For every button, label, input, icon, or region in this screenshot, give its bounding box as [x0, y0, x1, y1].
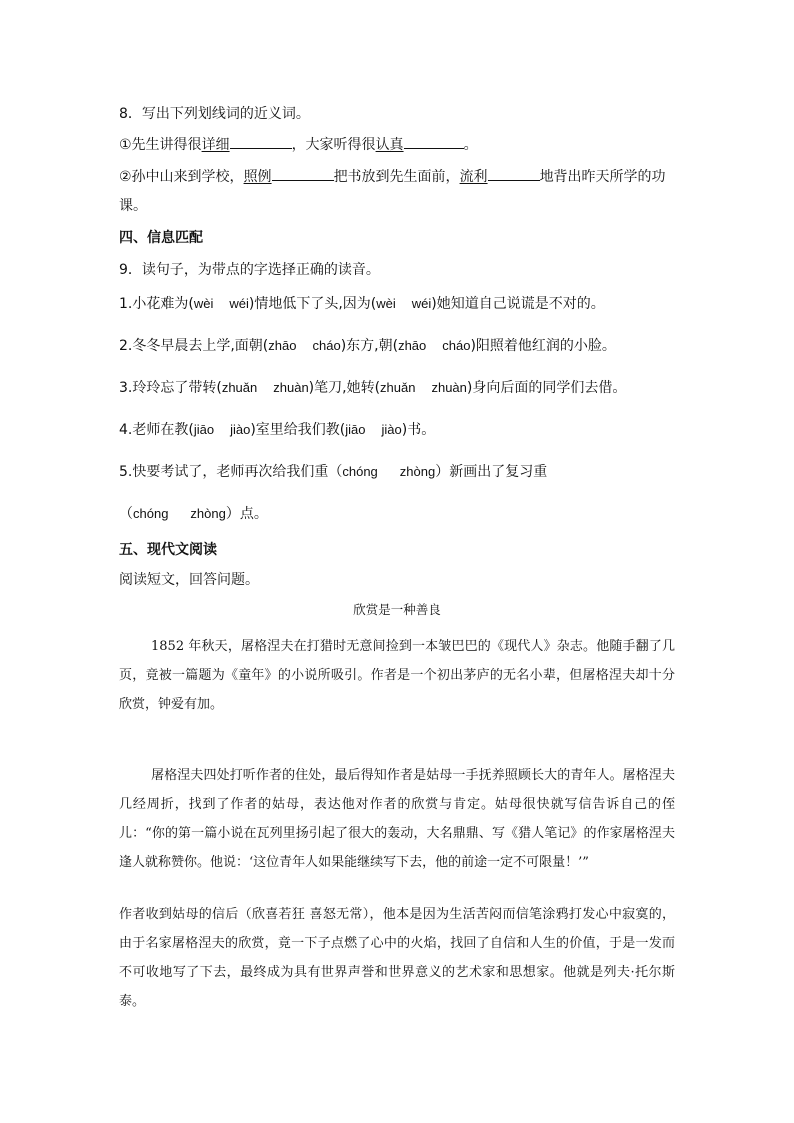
q8-line-3: 课。: [119, 198, 147, 214]
pinyin-option[interactable]: zhuàn: [431, 380, 467, 395]
pinyin-option[interactable]: wéi: [229, 296, 249, 311]
q8-text: 。: [463, 137, 478, 153]
q8-line-1: [119, 134, 478, 155]
q8-text: ，大家听得很: [291, 137, 376, 153]
q9-sentence-5-cont: [119, 504, 268, 524]
underlined-word: 认真: [375, 137, 404, 153]
sentence-text: 1.小花难为(: [119, 296, 194, 312]
pinyin-option[interactable]: zhuǎn: [221, 380, 258, 395]
pinyin-option[interactable]: wèi: [376, 296, 396, 311]
q8-text: ①先生讲得很: [119, 137, 202, 153]
section-heading: 五、现代文阅读: [119, 542, 217, 558]
underlined-word: 流利: [459, 169, 488, 185]
sentence-text: ）点。: [225, 506, 268, 522]
pinyin-option[interactable]: jiāo: [193, 422, 215, 437]
q8-text: ②孙中山来到学校，: [119, 169, 244, 185]
answer-blank[interactable]: [404, 134, 464, 149]
pinyin-option[interactable]: cháo: [312, 338, 341, 353]
pinyin-option[interactable]: zhòng: [399, 464, 436, 479]
answer-blank[interactable]: [230, 134, 292, 149]
pinyin-option[interactable]: wéi: [411, 296, 432, 311]
q9-sentence-1: [119, 294, 605, 314]
sentence-text: )她知道自己说谎是不对的。: [431, 296, 605, 312]
q8-line-2: [119, 166, 666, 187]
pinyin-option[interactable]: chóng: [133, 506, 169, 521]
sentence-text: 2.冬冬早晨去上学,面朝(: [119, 338, 269, 354]
sentence-text: 4.老师在教(: [119, 422, 194, 438]
answer-blank[interactable]: [272, 166, 334, 181]
reading-instruction: 阅读短文，回答问题。: [119, 572, 259, 588]
article-paragraph-1: [119, 632, 675, 719]
sentence-text: 3.玲玲忘了带转(: [119, 380, 222, 396]
sentence-text: 5.快要考试了，老师再次给我们重（: [119, 464, 343, 480]
sentence-text: )东方,朝(: [340, 338, 399, 354]
underlined-word: 详细: [201, 137, 230, 153]
q9-sentence-3: [119, 378, 626, 398]
pinyin-option[interactable]: jiāo: [345, 422, 366, 437]
sentence-text: （: [119, 506, 133, 522]
q8-text: 地背出昨天所学的功: [539, 169, 666, 185]
underlined-word: 照例: [243, 169, 272, 185]
pinyin-option[interactable]: zhòng: [190, 506, 226, 521]
pinyin-option[interactable]: zhāo: [398, 338, 427, 353]
sentence-text: )笔刀,她转(: [308, 380, 381, 396]
pinyin-option[interactable]: jiào: [230, 422, 251, 437]
q9-sentence-2: [119, 336, 616, 356]
pinyin-option[interactable]: jiào: [381, 422, 402, 437]
sentence-text: )阳照着他红润的小脸。: [470, 338, 616, 354]
pinyin-option[interactable]: cháo: [442, 338, 471, 353]
sentence-text: )室里给我们教(: [250, 422, 346, 438]
section-heading: 四、信息匹配: [119, 230, 203, 246]
article-title: 欣赏是一种善良: [353, 602, 441, 617]
sentence-text: )情地低下了头,因为(: [248, 296, 377, 312]
pinyin-option[interactable]: zhuàn: [273, 380, 309, 395]
pinyin-option[interactable]: wèi: [193, 296, 214, 311]
q9-heading: 9．读句子，为带点的字选择正确的读音。: [119, 262, 380, 278]
sentence-text: )书。: [401, 422, 436, 438]
sentence-text: )身向后面的同学们去借。: [466, 380, 627, 396]
article-paragraph-2: [119, 761, 675, 877]
q9-sentence-5: [119, 462, 547, 482]
pinyin-option[interactable]: zhuǎn: [380, 380, 416, 395]
pinyin-option[interactable]: zhāo: [268, 338, 297, 353]
q9-sentence-4: [119, 420, 435, 440]
answer-blank[interactable]: [488, 166, 540, 181]
q8-heading: 8．写出下列划线词的近义词。: [119, 106, 310, 122]
q8-text: 把书放到先生面前，: [333, 169, 460, 185]
sentence-text: ）新画出了复习重: [435, 464, 548, 480]
paragraph-text: 屠格涅夫四处打听作者的住处，最后得知作者是姑母一手抚养照顾长大的青年人。屠格涅夫几经周折，找到了作者的姑母，表达他对作者的欣赏与肯定。姑母很快就写信告诉自己的侄儿：“你的第一篇小说在瓦列里扬引起了很大的轰动，大名鼎鼎、写《猎人笔记》的作家屠格涅夫逢人就称赞你。他说：‘这位青年人如果能继续写下去，他的前途一定不可限量！’”: [119, 768, 675, 870]
paragraph-text: 1852 年秋天，屠格涅夫在打猎时无意间捡到一本皱巴巴的《现代人》杂志。他随手翻了几页，竟被一篇题为《童年》的小说所吸引。作者是一个初出茅庐的无名小辈，但屠格涅夫却十分欣赏，钟爱有加。: [119, 639, 675, 712]
article-paragraph-3: 作者收到姑母的信后（欣喜若狂 喜怒无常），他本是因为生活苦闷而信笔涂鸦打发心中寂寞的，由于名家屠格涅夫的欣赏，竟一下子点燃了心中的火焰，找回了自信和人生的价值，于是一发而不可收地写了下去，最终成为具有世界声誉和世界意义的艺术家和思想家。他就是列夫·托尔斯泰。: [119, 907, 675, 1009]
pinyin-option[interactable]: chóng: [342, 464, 378, 479]
